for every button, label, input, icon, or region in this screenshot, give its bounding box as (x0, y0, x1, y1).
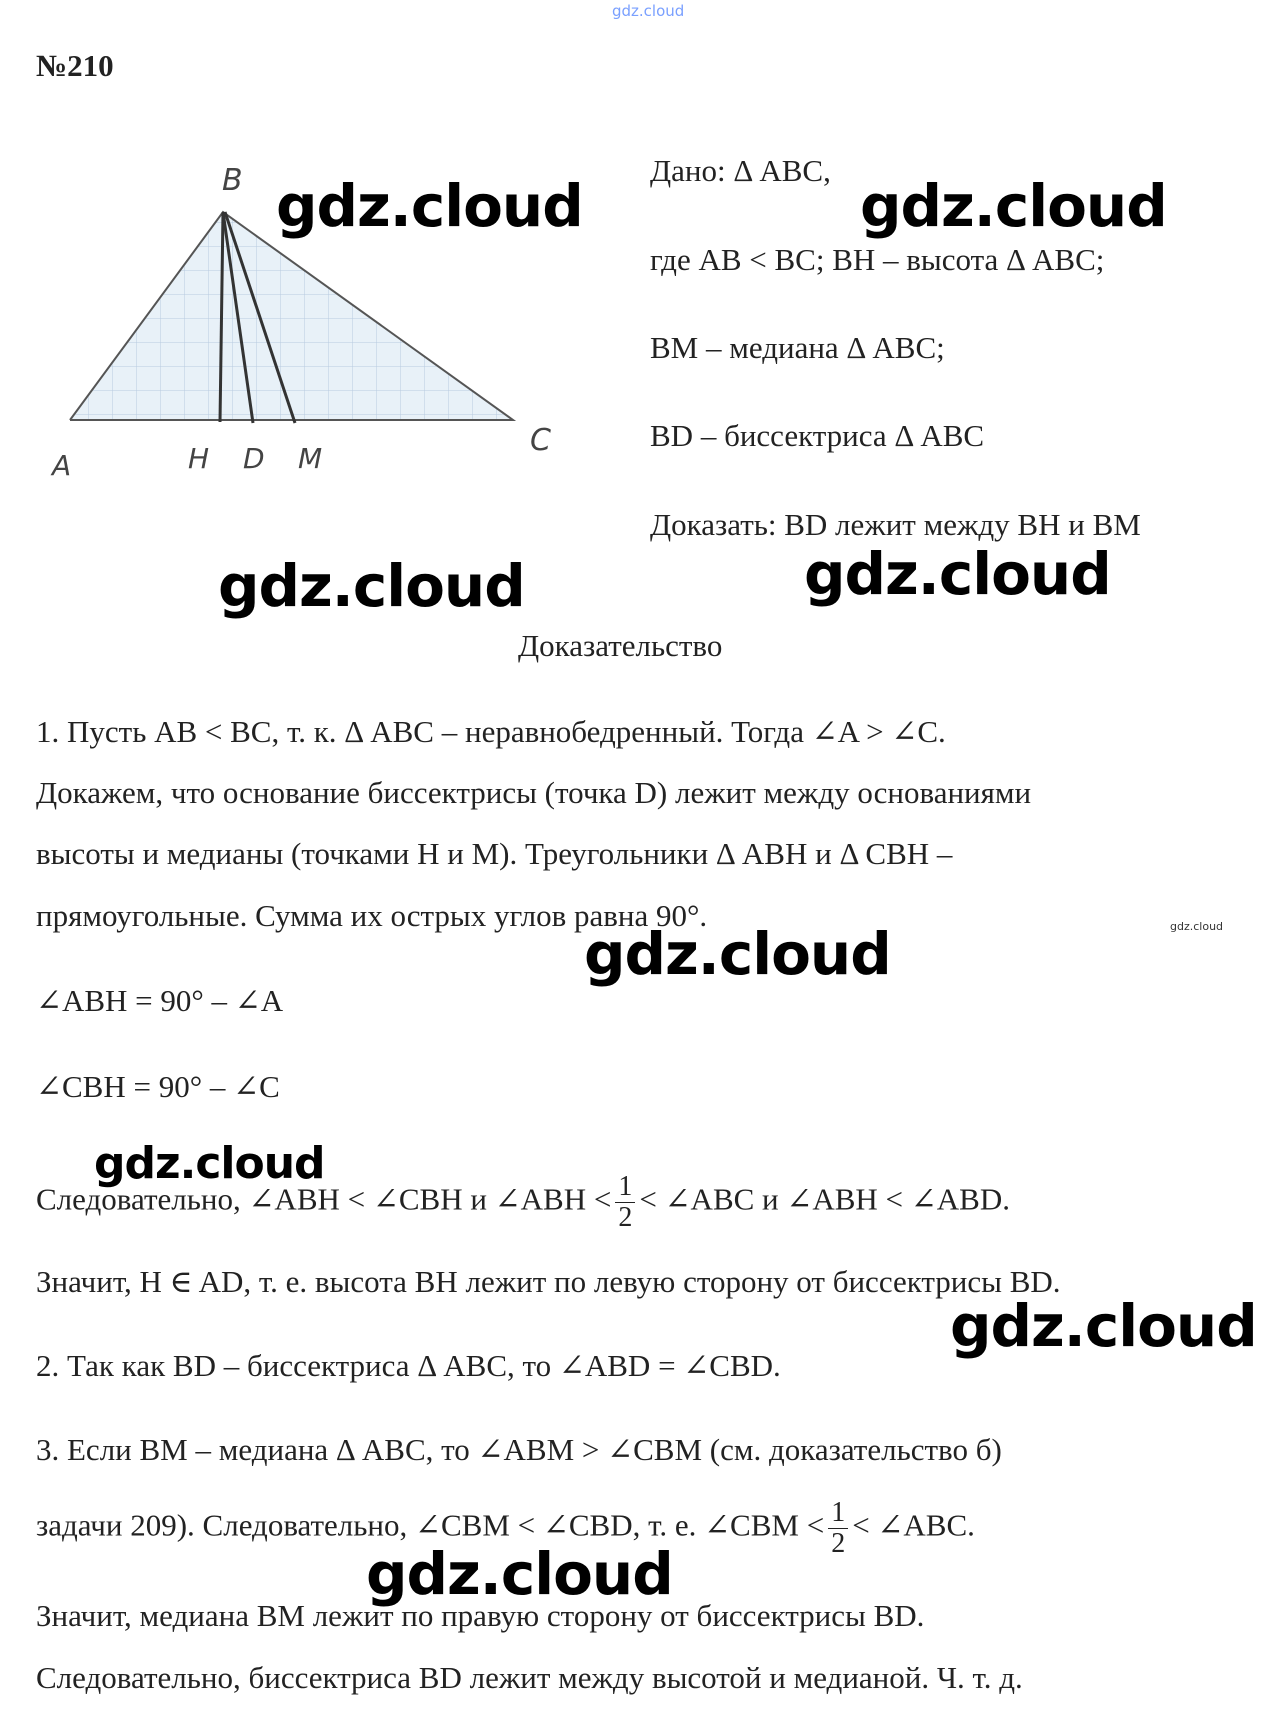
fraction-half (615, 1172, 635, 1233)
proof-p1-line4: прямоугольные. Сумма их острых углов равна 90°. (36, 898, 708, 933)
conclusion-2: Значит, H ∈ AD, т. е. высота BH лежит по левую сторону от биссектрисы BD. (36, 1264, 1061, 1299)
fraction-denominator: 2 (618, 1202, 633, 1233)
watermark-1: gdz.cloud (276, 172, 583, 240)
given-line-1: Дано: Δ ABC, (650, 153, 831, 188)
watermark-2: gdz.cloud (860, 172, 1167, 240)
proof-p3-line2-part-a: задачи 209). Следовательно, ∠CBM < ∠CBD, т. е. ∠CBM < (36, 1507, 825, 1543)
fraction-half-2 (828, 1498, 848, 1559)
proof-p3-line1: 3. Если BM – медиана Δ ABC, то ∠ABM > ∠CBM (см. доказательство б) (36, 1432, 1002, 1467)
label-B: B (222, 163, 243, 198)
equation-cbh: ∠CBH = 90° – ∠C (36, 1069, 280, 1104)
label-D: D (243, 442, 265, 475)
proof-p3-line3: Значит, медиана BM лежит по правую сторону от биссектрисы BD. (36, 1598, 925, 1633)
fraction-numerator-2: 1 (828, 1498, 848, 1529)
watermark-5: gdz.cloud (584, 920, 891, 988)
proof-title: Доказательство (518, 628, 723, 663)
fraction-numerator: 1 (615, 1172, 635, 1203)
proof-p1-line1: 1. Пусть AB < BC, т. к. Δ ABC – неравнобедренный. Тогда ∠A > ∠C. (36, 714, 946, 749)
label-C: C (530, 423, 551, 458)
watermark-3: gdz.cloud (218, 552, 525, 620)
proof-p1-line2: Докажем, что основание биссектрисы (точка D) лежит между основаниями (36, 775, 1032, 810)
label-A: A (52, 449, 72, 482)
given-line-2: где AB < BC; BH – высота Δ ABC; (650, 242, 1105, 277)
watermark-small: gdz.cloud (1170, 920, 1224, 933)
watermark-7: gdz.cloud (950, 1292, 1257, 1360)
proof-p2: 2. Так как BD – биссектриса Δ ABC, то ∠ABD = ∠CBD. (36, 1348, 781, 1383)
conclusion-1-part-a: Следовательно, ∠ABH < ∠CBH и ∠ABH < (36, 1181, 612, 1217)
equation-abh: ∠ABH = 90° – ∠A (36, 983, 284, 1018)
given-line-3: BM – медиана Δ ABC; (650, 330, 945, 365)
problem-number: №210 (36, 48, 114, 83)
proof-p3-line2-part-b: < ∠ABC. (852, 1507, 975, 1543)
label-H: H (188, 442, 210, 475)
watermark-top: gdz.cloud (612, 2, 685, 20)
prove-line: Доказать: BD лежит между BH и BM (650, 507, 1141, 542)
given-line-4: BD – биссектриса Δ ABC (650, 418, 985, 453)
watermark-6: gdz.cloud (94, 1138, 325, 1189)
label-M: M (298, 442, 323, 475)
conclusion-1-part-b: < ∠ABC и ∠ABH < ∠ABD. (639, 1181, 1010, 1217)
fraction-denominator-2: 2 (831, 1528, 846, 1559)
proof-p1-line3: высоты и медианы (точками H и M). Треугольники Δ ABH и Δ CBH – (36, 836, 953, 871)
watermark-4: gdz.cloud (804, 540, 1111, 608)
watermark-8: gdz.cloud (366, 1540, 673, 1608)
final-conclusion: Следовательно, биссектриса BD лежит между высотой и медианой. Ч. т. д. (36, 1660, 1023, 1695)
